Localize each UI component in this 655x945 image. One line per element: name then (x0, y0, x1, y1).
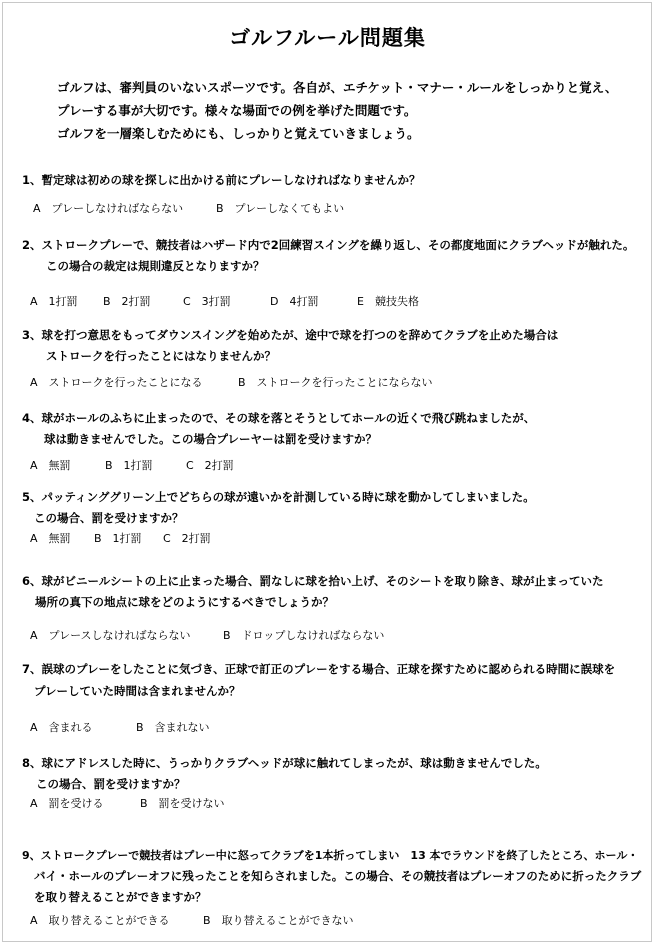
question-7-option-a: A 含まれる (30, 721, 93, 734)
question-2-option-b: B 2打罰 (103, 295, 151, 308)
question-8-text: 8、球にアドレスした時に、うっかりクラブヘッドが球に触れてしまったが、球は動きませんでした。 (22, 756, 547, 770)
question-9-option-b: B 取り替えることができない (203, 914, 354, 927)
question-9-text-line-2: バイ・ホールのプレーオフに残ったことを知らされました。この場合、その競技者はプレーオフのために折ったクラブ (34, 869, 642, 883)
question-3-text-line-2: ストロークを行ったことにはなりませんか？ (46, 349, 276, 363)
question-7-text-line-2: プレーしていた時間は含まれませんか？ (34, 684, 241, 698)
question-9-option-a: A 取り替えることができる (30, 914, 170, 927)
question-4-text: 4、球がホールのふちに止まったので、その球を落とそうとしてホールの近くで飛び跳ねましたが、 (22, 411, 536, 425)
question-4-option-c: C 2打罰 (186, 459, 234, 472)
question-6-text: 6、球がビニールシートの上に止まった場合、罰なしに球を拾い上げ、そのシートを取り除き、球が止まっていた (22, 574, 604, 588)
question-3-text: 3、球を打つ意思をもってダウンスイングを始めたが、途中で球を打つのを辞めてクラブを止めた場合は (22, 328, 559, 342)
question-2-text: 2、ストロークプレーで、競技者はハザード内で2回練習スイングを繰り返し、その都度地面にクラブヘッドが触れた。 (22, 238, 635, 252)
question-8-option-b: B 罰を受けない (140, 797, 225, 810)
question-5-text: 5、パッティンググリーン上でどちらの球が遠いかを計測している時に球を動かしてしまいました。 (22, 490, 535, 504)
question-2-option-e: E 競技失格 (357, 295, 419, 308)
question-5-option-a: A 無罰 (30, 532, 71, 545)
question-6-option-b: B ドロップしなければならない (223, 629, 385, 642)
intro-line-1: ゴルフは、審判員のいないスポーツです。各自が、エチケット・マナー・ルールをしっかりと覚え、 (57, 80, 618, 95)
question-7-option-b: B 含まれない (136, 721, 210, 734)
question-3-option-b: B ストロークを行ったことにならない (238, 376, 433, 389)
question-1-option-b: B プレーしなくてもよい (216, 202, 345, 215)
question-5-option-b: B 1打罰 (94, 532, 142, 545)
question-4-text-line-2: 球は動きませんでした。この場合プレーヤーは罰を受けますか？ (44, 432, 378, 446)
question-1-text: 1、暫定球は初めの球を探しに出かける前にプレーしなければなりませんか？ (22, 173, 421, 187)
question-2-option-a: A 1打罰 (30, 295, 78, 308)
question-4-option-b: B 1打罰 (105, 459, 153, 472)
question-5-text-line-2: この場合、罰を受けますか？ (34, 511, 184, 525)
question-5-option-c: C 2打罰 (163, 532, 211, 545)
intro-line-2: プレーする事が大切です。様々な場面での例を挙げた問題です。 (57, 103, 417, 118)
question-9-text-line-3: を取り替えることができますか？ (34, 890, 207, 904)
question-9-text: 9、ストロークプレーで競技者はプレー中に怒ってクラブを1本折ってしまい 13 本でラウンドを終了したところ、ホール・ (22, 849, 639, 862)
question-2-text-line-2: この場合の裁定は規則違反となりますか？ (46, 259, 265, 273)
question-2-option-d: D 4打罰 (270, 295, 319, 308)
question-1-option-a: A プレーしなければならない (33, 202, 184, 215)
question-2-option-c: C 3打罰 (183, 295, 231, 308)
page-title: ゴルフルール問題集 (229, 26, 426, 50)
question-4-option-a: A 無罰 (30, 459, 71, 472)
question-7-text: 7、誤球のプレーをしたことに気づき、正球で訂正のプレーをする場合、正球を探すために認められる時間に誤球を (22, 662, 616, 676)
intro-line-3: ゴルフを一層楽しむためにも、しっかりと覚えていきましょう。 (57, 126, 420, 141)
question-6-option-a: A プレースしなければならない (30, 629, 191, 642)
question-8-text-line-2: この場合、罰を受けますか？ (36, 777, 186, 791)
question-8-option-a: A 罰を受ける (30, 797, 104, 810)
question-6-text-line-2: 場所の真下の地点に球をどのようにするべきでしょうか？ (35, 595, 334, 609)
question-3-option-a: A ストロークを行ったことになる (30, 376, 203, 389)
